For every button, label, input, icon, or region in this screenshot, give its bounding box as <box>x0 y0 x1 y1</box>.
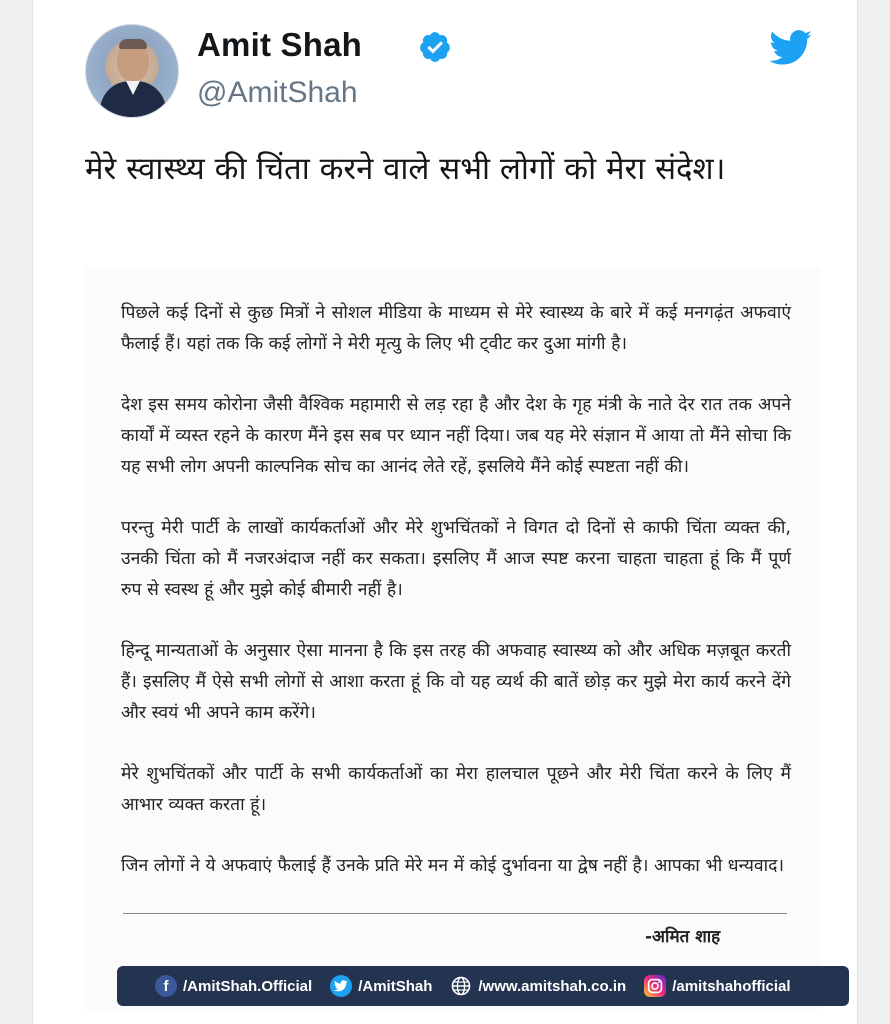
facebook-handle: /AmitShah.Official <box>183 977 313 995</box>
instagram-link <box>644 975 790 997</box>
globe-icon <box>450 975 472 997</box>
twitter-icon <box>330 975 352 997</box>
letter-body <box>121 298 791 912</box>
letter-paragraph: देश इस समय कोरोना जैसी वैश्विक महामारी से लड़ रहा है और देश के गृह मंत्री के नाते देर रात तक अपने कार्यों में व्यस्त रहने के कारण मैंने इस सब पर ध्यान नहीं दिया। जब यह मेरे संज्ञान में आया तो मैंने सोचा कि यह सभी लोग अपनी काल्पनिक सोच का आनंद लेते रहें, इसलिये मैंने कोई स्पष्टता नहीं की। <box>121 395 792 477</box>
instagram-handle: /amitshahofficial <box>672 977 791 995</box>
instagram-icon <box>644 975 666 997</box>
tweet-card <box>32 0 858 1024</box>
verified-badge-icon <box>418 30 452 64</box>
signature: -अमित शाह <box>645 927 721 947</box>
profile-avatar[interactable] <box>85 24 179 118</box>
twitter-link <box>330 975 432 997</box>
author-name[interactable]: Amit Shah <box>197 26 362 63</box>
facebook-icon: f <box>155 975 177 997</box>
letter-paragraph: परन्तु मेरी पार्टी के लाखों कार्यकर्ताओं और मेरे शुभचिंतकों ने विगत दो दिनों से काफी चिंता व्यक्त की, उनकी चिंता को मैं नजरअंदाज नहीं कर सकता। इसलिए मैं आज स्पष्ट करना चाहता चाहता हूं कि मैं पूर्ण रुप से स्वस्थ हूं और मुझे कोई बीमारी नहीं है। <box>121 518 791 600</box>
letter-paragraph: हिन्दू मान्यताओं के अनुसार ऐसा मानना है कि इस तरह की अफवाह स्वास्थ्य को और अधिक मज़बूत करती हैं। इसलिए मैं ऐसे सभी लोगों से आशा करता हूं कि वो यह व्यर्थ की बातें छोड़ कर मुझे मेरा कार्य करने देंगे और स्वयं भी अपने काम करेंगे। <box>121 641 791 723</box>
letter-paragraph: जिन लोगों ने ये अफवाएं फैलाई हैं उनके प्रति मेरे मन में कोई दुर्भावना या द्वेष नहीं है। आपका भी धन्यवाद। <box>121 856 785 876</box>
letter-paragraph: मेरे शुभचिंतकों और पार्टी के सभी कार्यकर्ताओं का मेरा हालचाल पूछने और मेरी चिंता करने के लिए मैं आभार व्यक्त करता हूं। <box>121 764 791 815</box>
letter-paragraph: पिछले कई दिनों से कुछ मित्रों ने सोशल मीडिया के माध्यम से मेरे स्वास्थ्य के बारे में कई मनगढ़ंत अफवाएं फैलाई हैं। यहां तक कि कई लोगों ने मेरी मृत्यु के लिए भी ट्वीट कर दुआ मांगी है। <box>121 303 791 354</box>
author-handle[interactable]: @AmitShah <box>197 76 358 109</box>
twitter-bird-icon[interactable] <box>769 30 813 66</box>
social-footer-bar <box>117 966 849 1006</box>
attached-letter-image[interactable] <box>85 268 821 1010</box>
facebook-link <box>155 975 312 997</box>
website-link <box>450 975 626 997</box>
signature-divider <box>123 913 787 914</box>
twitter-handle: /AmitShah <box>358 977 433 995</box>
tweet-text: मेरे स्वास्थ्य की चिंता करने वाले सभी लोगों को मेरा संदेश। <box>85 151 726 187</box>
avatar-hair <box>119 39 147 49</box>
website-url: /www.amitshah.co.in <box>478 977 627 995</box>
